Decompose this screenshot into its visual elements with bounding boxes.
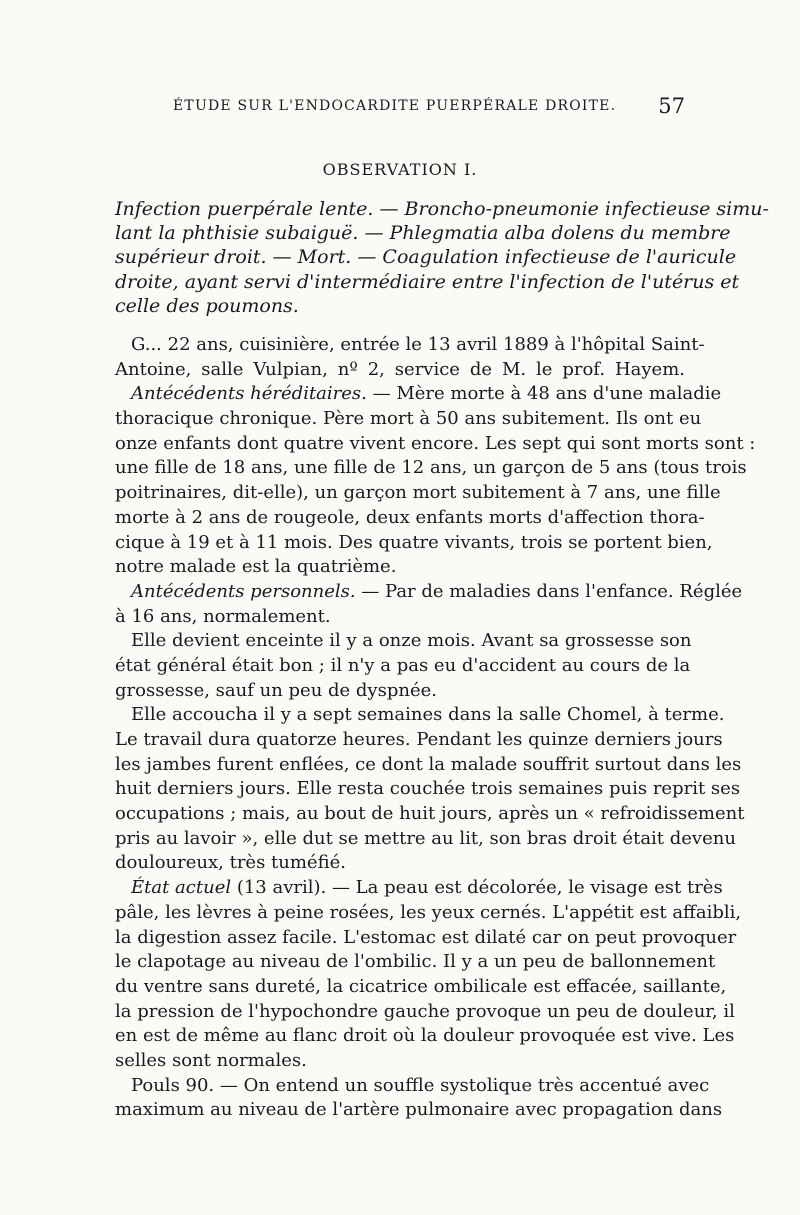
body-line: G... 22 ans, cuisinière, entrée le 13 avril 1889 à l'hôpital Saint- — [131, 334, 705, 355]
body-line: pâle, les lèvres à peine rosées, les yeux cernés. L'appétit est affaibli, — [115, 901, 742, 923]
summary-line: Infection puerpérale lente. — Broncho-pneumonie infectieuse simu- — [115, 198, 769, 220]
body-line: maximum au niveau de l'artère pulmonaire avec propagation dans — [115, 1099, 723, 1121]
body-line: morte à 2 ans de rougeole, deux enfants morts d'affection thora- — [115, 506, 705, 528]
body-line: en est de même au flanc droit où la douleur provoquée est vive. Les — [115, 1025, 735, 1047]
body-line: Elle devient enceinte il y a onze mois. Avant sa grossesse son — [131, 630, 692, 652]
section-label: Antécédents personnels. — [131, 580, 356, 602]
body-line: les jambes furent enflées, ce dont la malade souffrit surtout dans les — [115, 753, 742, 775]
body-line: Antécédents personnels. — Par de maladies dans l'enfance. Réglée — [131, 580, 743, 602]
body-line: à 16 ans, normalement. — [115, 605, 331, 627]
body-line: Le travail dura quatorze heures. Pendant les quinze derniers jours — [115, 729, 723, 750]
body-line: onze enfants dont quatre vivent encore. Les sept qui sont morts sont : — [115, 432, 756, 454]
body-line: État actuel (13 avril). — La peau est décolorée, le visage est très — [131, 877, 723, 899]
body-line: cique à 19 et à 11 mois. Des quatre vivants, trois se portent bien, — [115, 531, 713, 553]
body-line: Pouls 90. — On entend un souffle systolique très accentué avec — [131, 1074, 710, 1096]
case-summary — [115, 197, 769, 318]
body-line: notre malade est la quatrième. — [115, 556, 397, 578]
section-label: Antécédents héréditaires. — [131, 383, 367, 405]
body-line: Elle accoucha il y a sept semaines dans la salle Chomel, à terme. — [131, 704, 725, 726]
body-line: une fille de 18 ans, une fille de 12 ans, un garçon de 5 ans (tous trois — [115, 457, 747, 479]
body-line: la pression de l'hypochondre gauche provoque un peu de douleur, il — [115, 1000, 735, 1022]
section-label: État actuel — [131, 877, 232, 899]
observation-title: OBSERVATION I. — [322, 160, 478, 179]
body-line: huit derniers jours. Elle resta couchée trois semaines puis reprit ses — [115, 778, 741, 800]
body-line: état général était bon ; il n'y a pas eu d'accident au cours de la — [115, 654, 691, 676]
body-line: selles sont normales. — [115, 1049, 307, 1071]
summary-line: droite, ayant servi d'intermédiaire entre l'infection de l'utérus et — [115, 270, 740, 293]
summary-line: lant la phthisie subaiguë. — Phlegmatia alba dolens du membre — [115, 222, 731, 245]
body-line: poitrinaires, dit-elle), un garçon mort subitement à 7 ans, une fille — [115, 482, 721, 504]
case-body — [115, 333, 756, 1123]
page-header — [115, 94, 685, 128]
body-line: douloureux, très tuméfié. — [115, 852, 346, 874]
body-line: du ventre sans dureté, la cicatrice ombilicale est effacée, saillante, — [115, 975, 727, 997]
body-line: Antécédents héréditaires. — Mère morte à 48 ans d'une maladie — [131, 383, 722, 405]
body-line: Antoine, salle Vulpian, nº 2, service de M. le prof. Hayem. — [115, 358, 685, 380]
body-line: occupations ; mais, au bout de huit jours, après un « refroidissement — [115, 803, 745, 825]
body-line: grossesse, sauf un peu de dyspnée. — [115, 679, 437, 701]
page-number: 57 — [658, 94, 685, 118]
body-line: la digestion assez facile. L'estomac est dilaté car on peut provoquer — [115, 926, 737, 948]
summary-line: celle des poumons. — [115, 294, 299, 317]
summary-line: supérieur droit. — Mort. — Coagulation infectieuse de l'auricule — [115, 246, 737, 269]
body-line: thoracique chronique. Père mort à 50 ans subitement. Ils ont eu — [115, 408, 702, 430]
running-title: ÉTUDE SUR L'ENDOCARDITE PUERPÉRALE DROITE. — [173, 98, 617, 114]
body-line: pris au lavoir », elle dut se mettre au lit, son bras droit était devenu — [115, 827, 736, 849]
body-line: le clapotage au niveau de l'ombilic. Il y a un peu de ballonnement — [115, 951, 716, 973]
